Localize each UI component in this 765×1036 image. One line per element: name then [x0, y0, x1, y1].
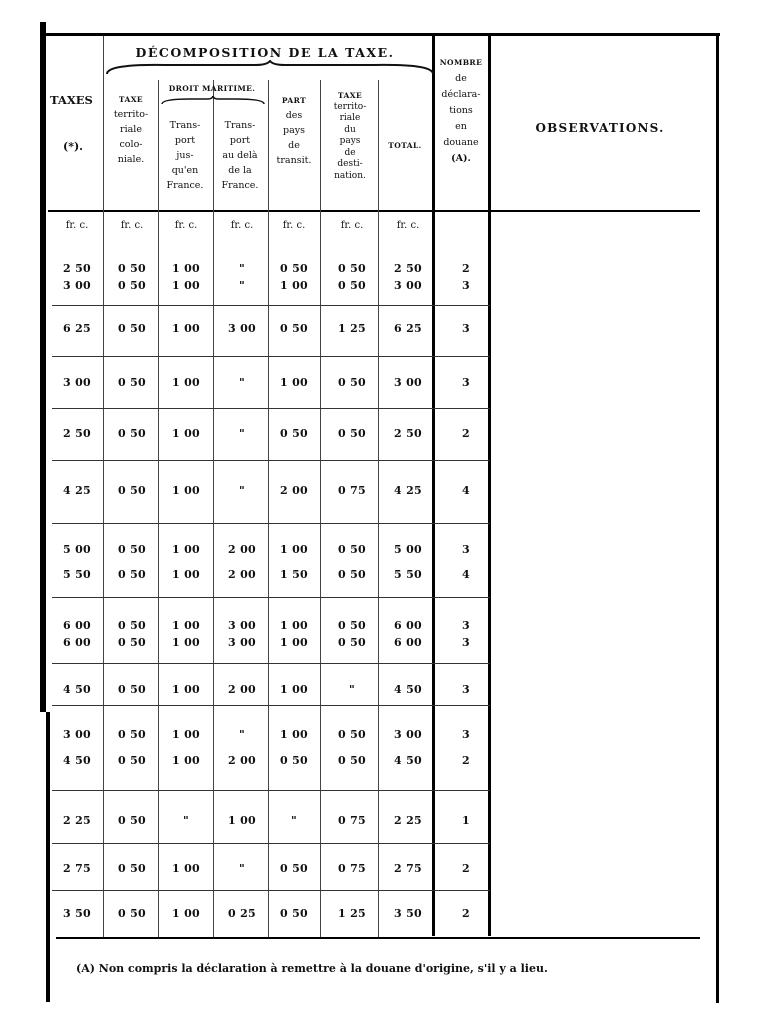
- cell-transport-dela: 3 00: [228, 619, 256, 632]
- cell-taxes: 4 50: [63, 754, 91, 767]
- unit-label: fr. c.: [65, 220, 89, 231]
- header-line: (A).: [451, 153, 471, 164]
- cell-transport-dela: ": [238, 427, 246, 440]
- header-line: au delà: [222, 150, 258, 161]
- cell-taxes: 2 75: [63, 862, 91, 875]
- cell-taxes: 2 50: [63, 427, 91, 440]
- footnote: (A) Non compris la déclaration à remettre à la douane d'origine, s'il y a lieu.: [76, 962, 548, 975]
- row-separator: [52, 663, 490, 664]
- header-line: France.: [221, 180, 259, 191]
- cell-transit: 2 00: [280, 484, 308, 497]
- cell-transit: 1 00: [280, 279, 308, 292]
- cell-transport-france: 1 00: [172, 683, 200, 696]
- column-separator: [320, 80, 321, 937]
- cell-total: 6 25: [394, 322, 422, 335]
- header-line: de: [344, 147, 356, 158]
- header-line: douane: [443, 137, 479, 148]
- cell-transport-france: ": [182, 814, 190, 827]
- left-border: [40, 22, 46, 712]
- cell-total: 4 50: [394, 754, 422, 767]
- cell-transit: 1 00: [280, 683, 308, 696]
- cell-coloniale: 0 50: [118, 262, 146, 275]
- header-line: du: [344, 124, 356, 135]
- cell-total: 5 50: [394, 568, 422, 581]
- cell-nombre: 3: [462, 543, 470, 556]
- cell-transport-dela: ": [238, 862, 246, 875]
- cell-nombre: 2: [462, 262, 470, 275]
- header-line: de: [455, 73, 467, 84]
- column-separator: [213, 80, 214, 937]
- row-separator: [52, 790, 490, 791]
- cell-taxes: 4 25: [63, 484, 91, 497]
- unit-label: fr. c.: [174, 220, 198, 231]
- cell-nombre: 2: [462, 862, 470, 875]
- header-line: jus-: [176, 150, 194, 161]
- cell-transit: 0 50: [280, 427, 308, 440]
- cell-coloniale: 0 50: [118, 814, 146, 827]
- cell-coloniale: 0 50: [118, 543, 146, 556]
- cell-total: 6 00: [394, 619, 422, 632]
- cell-destination: 0 50: [338, 754, 366, 767]
- cell-destination: 1 25: [338, 322, 366, 335]
- cell-transit: ": [290, 814, 298, 827]
- unit-label: fr. c.: [120, 220, 144, 231]
- cell-total: 4 50: [394, 683, 422, 696]
- cell-transport-france: 1 00: [172, 754, 200, 767]
- header-line: TAXE: [118, 95, 144, 104]
- cell-total: 5 00: [394, 543, 422, 556]
- cell-nombre: 2: [462, 754, 470, 767]
- cell-destination: 0 50: [338, 636, 366, 649]
- cell-destination: 0 75: [338, 814, 366, 827]
- cell-total: 3 00: [394, 279, 422, 292]
- cell-transit: 0 50: [280, 907, 308, 920]
- cell-taxes: 5 50: [63, 568, 91, 581]
- cell-destination: 0 50: [338, 728, 366, 741]
- cell-transit: 0 50: [280, 754, 308, 767]
- cell-taxes: 4 50: [63, 683, 91, 696]
- cell-destination: 0 50: [338, 279, 366, 292]
- row-separator: [52, 523, 490, 524]
- cell-transport-france: 1 00: [172, 543, 200, 556]
- header-line: riale: [120, 124, 142, 135]
- cell-destination: 0 50: [338, 376, 366, 389]
- header-line: niale.: [117, 154, 145, 165]
- cell-destination: 1 25: [338, 907, 366, 920]
- cell-taxes: 5 00: [63, 543, 91, 556]
- cell-coloniale: 0 50: [118, 683, 146, 696]
- cell-transport-france: 1 00: [172, 619, 200, 632]
- cell-transit: 0 50: [280, 862, 308, 875]
- cell-destination: 0 75: [338, 484, 366, 497]
- transport-france-header: [167, 118, 204, 193]
- cell-total: 2 50: [394, 262, 422, 275]
- cell-transit: 1 50: [280, 568, 308, 581]
- column-separator: [103, 36, 104, 937]
- cell-total: 3 00: [394, 728, 422, 741]
- cell-coloniale: 0 50: [118, 728, 146, 741]
- column-separator: [158, 80, 159, 937]
- cell-coloniale: 0 50: [118, 754, 146, 767]
- cell-transport-france: 1 00: [172, 862, 200, 875]
- row-separator: [52, 843, 490, 844]
- cell-destination: 0 50: [338, 543, 366, 556]
- cell-nombre: 1: [462, 814, 470, 827]
- header-line: port: [174, 135, 196, 146]
- right-border: [716, 33, 719, 1003]
- cell-nombre: 3: [462, 636, 470, 649]
- cell-nombre: 2: [462, 907, 470, 920]
- cell-coloniale: 0 50: [118, 322, 146, 335]
- header-line: port: [229, 135, 251, 146]
- cell-transport-dela: ": [238, 279, 246, 292]
- cell-destination: 0 50: [338, 262, 366, 275]
- cell-coloniale: 0 50: [118, 619, 146, 632]
- cell-transit: 0 50: [280, 322, 308, 335]
- header-bottom-rule: [48, 210, 700, 212]
- title-brace: [105, 60, 435, 76]
- cell-transport-dela: 3 00: [228, 322, 256, 335]
- cell-nombre: 3: [462, 376, 470, 389]
- header-line: des: [285, 110, 303, 121]
- header-line: TAXE: [337, 91, 363, 100]
- cell-total: 4 25: [394, 484, 422, 497]
- cell-total: 6 00: [394, 636, 422, 649]
- unit-label: fr. c.: [230, 220, 254, 231]
- cell-taxes: 3 00: [63, 376, 91, 389]
- taxes-header: TAXES: [50, 93, 93, 107]
- cell-transit: 1 00: [280, 728, 308, 741]
- cell-nombre: 4: [462, 568, 470, 581]
- cell-transport-dela: 2 00: [228, 683, 256, 696]
- cell-destination: 0 75: [338, 862, 366, 875]
- cell-total: 3 00: [394, 376, 422, 389]
- unit-label: fr. c.: [340, 220, 364, 231]
- cell-nombre: 3: [462, 619, 470, 632]
- cell-total: 3 50: [394, 907, 422, 920]
- cell-total: 2 50: [394, 427, 422, 440]
- header-line: tions: [449, 105, 473, 116]
- top-border: [44, 33, 720, 36]
- cell-transport-dela: 2 00: [228, 543, 256, 556]
- cell-taxes: 6 00: [63, 636, 91, 649]
- part-transit-header: [277, 93, 312, 168]
- cell-transport-france: 1 00: [172, 322, 200, 335]
- header-line: Trans-: [169, 120, 201, 131]
- header-line: colo-: [119, 139, 143, 150]
- cell-transit: 1 00: [280, 543, 308, 556]
- row-separator: [52, 890, 490, 891]
- cell-coloniale: 0 50: [118, 636, 146, 649]
- cell-transport-dela: 0 25: [228, 907, 256, 920]
- taxes-note: (*).: [63, 140, 83, 153]
- cell-transport-france: 1 00: [172, 279, 200, 292]
- cell-taxes: 2 50: [63, 262, 91, 275]
- total-header: TOTAL.: [388, 141, 422, 150]
- cell-total: 2 75: [394, 862, 422, 875]
- cell-nombre: 3: [462, 728, 470, 741]
- table-bottom-rule: [56, 937, 700, 939]
- cell-transport-dela: 1 00: [228, 814, 256, 827]
- cell-nombre: 3: [462, 322, 470, 335]
- cell-taxes: 6 25: [63, 322, 91, 335]
- cell-transport-dela: 2 00: [228, 568, 256, 581]
- header-line: riale: [339, 113, 361, 123]
- cell-transport-france: 1 00: [172, 568, 200, 581]
- header-line: territo-: [113, 109, 149, 120]
- column-separator: [378, 80, 379, 937]
- left-border-lower: [46, 712, 50, 1002]
- cell-transit: 1 00: [280, 376, 308, 389]
- cell-transport-france: 1 00: [172, 262, 200, 275]
- row-separator: [52, 305, 490, 306]
- header-line: desti-: [337, 159, 363, 169]
- header-line: PART: [281, 96, 307, 105]
- cell-taxes: 3 00: [63, 279, 91, 292]
- cell-transport-dela: ": [238, 262, 246, 275]
- row-separator: [52, 408, 490, 409]
- cell-coloniale: 0 50: [118, 427, 146, 440]
- cell-coloniale: 0 50: [118, 484, 146, 497]
- cell-coloniale: 0 50: [118, 907, 146, 920]
- table-title: DÉCOMPOSITION DE LA TAXE.: [135, 45, 395, 60]
- header-line: transit.: [276, 155, 312, 166]
- header-line: de la: [228, 165, 252, 176]
- row-separator: [52, 705, 490, 706]
- cell-destination: 0 50: [338, 568, 366, 581]
- cell-nombre: 3: [462, 279, 470, 292]
- cell-transport-france: 1 00: [172, 907, 200, 920]
- droit-brace: [160, 96, 266, 106]
- column-separator: [268, 80, 269, 937]
- cell-transport-dela: ": [238, 728, 246, 741]
- cell-transport-dela: ": [238, 484, 246, 497]
- nombre-header: [440, 55, 482, 167]
- cell-transit: 1 00: [280, 636, 308, 649]
- header-line: nation.: [334, 170, 366, 181]
- cell-coloniale: 0 50: [118, 376, 146, 389]
- cell-transport-france: 1 00: [172, 427, 200, 440]
- cell-transit: 1 00: [280, 619, 308, 632]
- nombre-left-rule: [432, 36, 435, 936]
- cell-coloniale: 0 50: [118, 279, 146, 292]
- cell-nombre: 3: [462, 683, 470, 696]
- cell-transport-france: 1 00: [172, 484, 200, 497]
- header-line: Trans-: [224, 120, 256, 131]
- cell-transport-dela: 3 00: [228, 636, 256, 649]
- row-separator: [52, 597, 490, 598]
- unit-label: fr. c.: [282, 220, 306, 231]
- header-line: France.: [166, 180, 204, 191]
- cell-nombre: 2: [462, 427, 470, 440]
- droit-maritime-header: DROIT MARITIME.: [168, 84, 256, 93]
- cell-transport-france: 1 00: [172, 636, 200, 649]
- cell-total: 2 25: [394, 814, 422, 827]
- cell-coloniale: 0 50: [118, 568, 146, 581]
- cell-destination: ": [348, 683, 356, 696]
- header-line: pays: [283, 125, 305, 136]
- cell-destination: 0 50: [338, 619, 366, 632]
- cell-taxes: 2 25: [63, 814, 91, 827]
- row-separator: [52, 460, 490, 461]
- row-separator: [52, 356, 490, 357]
- cell-taxes: 3 50: [63, 907, 91, 920]
- header-line: pays: [339, 136, 361, 146]
- cell-taxes: 6 00: [63, 619, 91, 632]
- cell-coloniale: 0 50: [118, 862, 146, 875]
- cell-transport-france: 1 00: [172, 376, 200, 389]
- taxe-destination-header: [334, 90, 367, 182]
- cell-transit: 0 50: [280, 262, 308, 275]
- header-line: déclara-: [441, 89, 481, 100]
- header-line: NOMBRE: [439, 58, 483, 67]
- cell-transport-dela: ": [238, 376, 246, 389]
- header-line: en: [455, 121, 467, 132]
- unit-label: fr. c.: [396, 220, 420, 231]
- cell-taxes: 3 00: [63, 728, 91, 741]
- transport-dela-header: [222, 118, 259, 193]
- cell-transport-france: 1 00: [172, 728, 200, 741]
- cell-nombre: 4: [462, 484, 470, 497]
- nombre-right-rule: [488, 36, 491, 936]
- taxe-coloniale-header: [114, 92, 148, 167]
- cell-transport-dela: 2 00: [228, 754, 256, 767]
- observations-header: OBSERVATIONS.: [535, 121, 665, 135]
- cell-destination: 0 50: [338, 427, 366, 440]
- header-line: territo-: [333, 101, 367, 112]
- header-line: de: [288, 140, 300, 151]
- header-line: qu'en: [171, 165, 199, 176]
